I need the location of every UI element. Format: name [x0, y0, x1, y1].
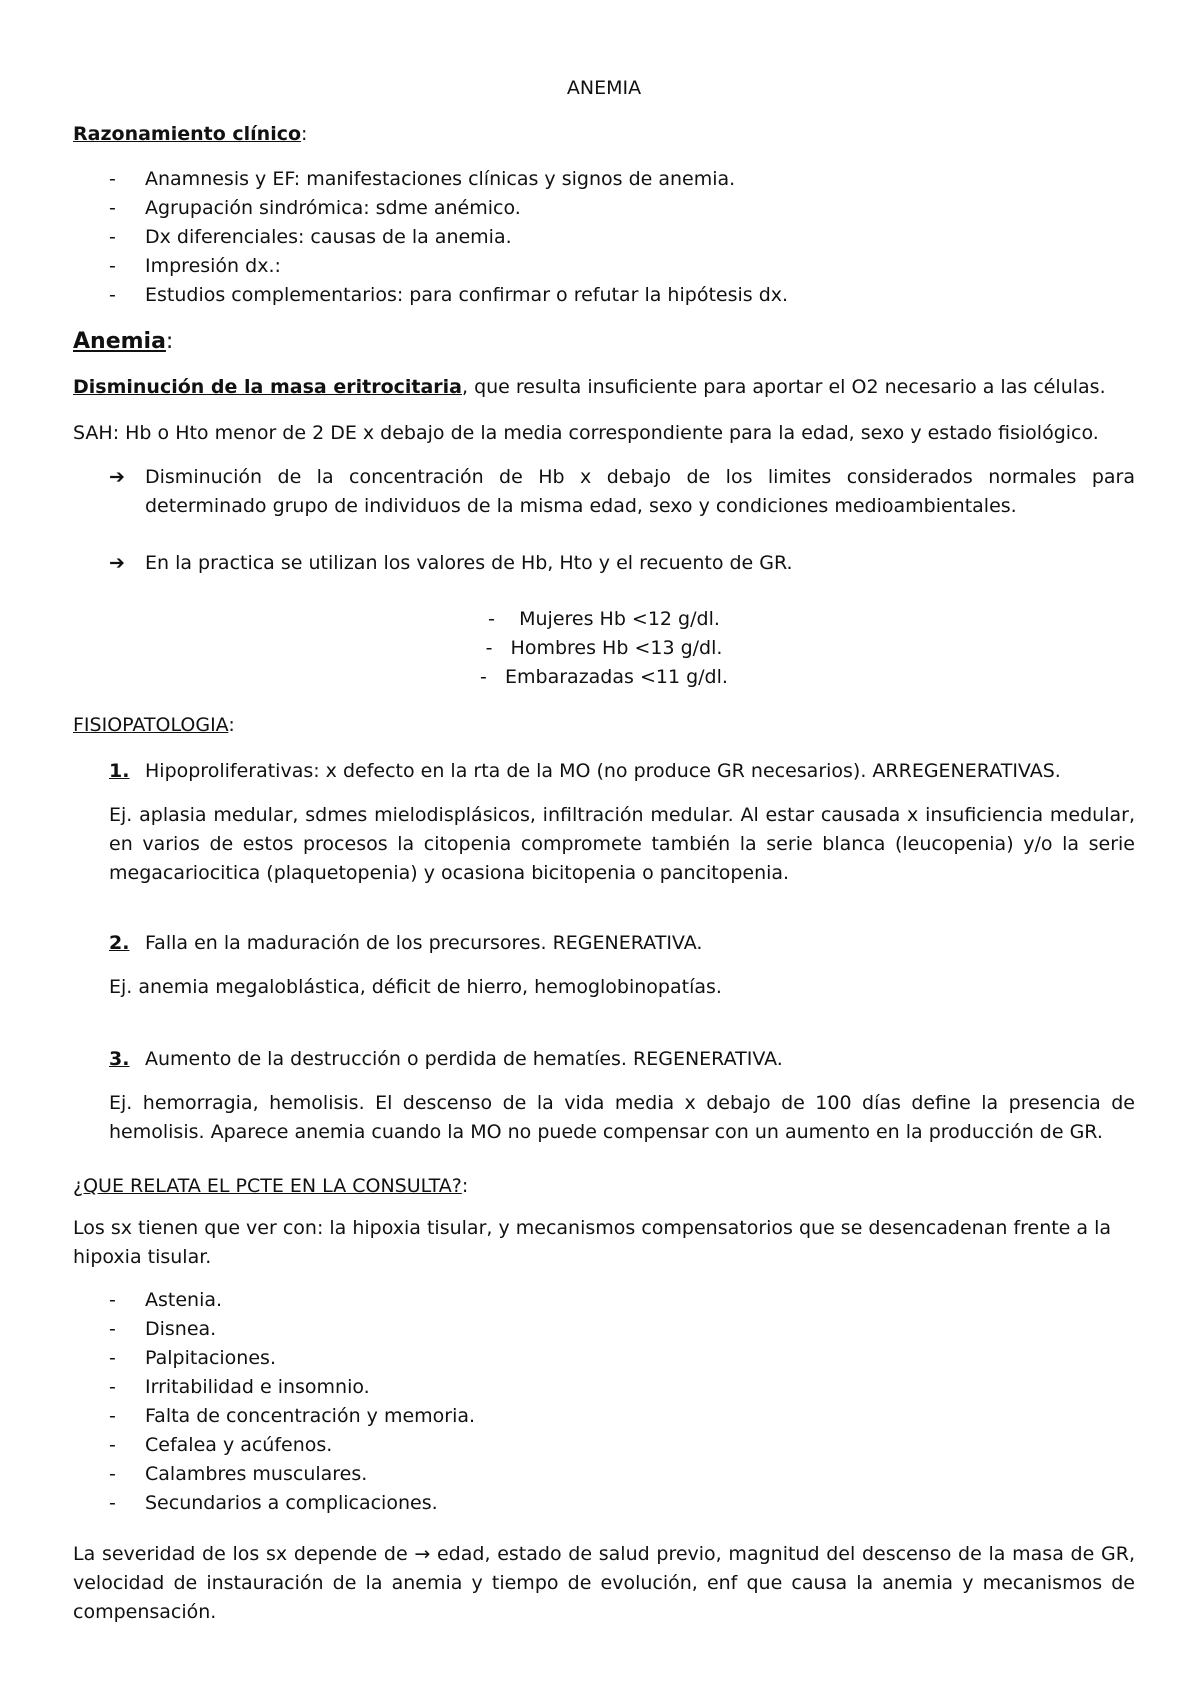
- item-text: Aumento de la destrucción o perdida de hematíes. REGENERATIVA.: [145, 1048, 783, 1070]
- item-text: Hipoproliferativas: x defecto en la rta de la MO (no produce GR necesarios). ARREGENERATIVAS.: [145, 760, 1061, 782]
- example-paragraph: Ej. aplasia medular, sdmes mielodisplásicos, infiltración medular. Al estar causada x insuficiencia medular, en varios de estos procesos la citopenia compromete también la serie blanca (leucopenia) y/o la serie megacariocitica (plaquetopenia) y ocasiona bicitopenia o pancitopenia.: [109, 804, 1135, 884]
- example-paragraph: Ej. anemia megaloblástica, déficit de hierro, hemoglobinopatías.: [109, 976, 722, 998]
- numbered-item: [73, 757, 1135, 786]
- list-item: - Estudios complementarios: para confirmar o refutar la hipótesis dx.: [73, 281, 1135, 310]
- arrow-icon: ➔: [109, 552, 125, 574]
- arrow-item-text: Disminución de la concentración de Hb x debajo de los limites considerados normales para determinado grupo de individuos de la misma edad, sexo y condiciones medioambientales.: [145, 466, 1135, 517]
- consulta-heading: [73, 1172, 468, 1201]
- list-item: - Dx diferenciales: causas de la anemia.: [73, 223, 1135, 252]
- arrow-item: [73, 463, 1135, 521]
- closing-paragraph: La severidad de los sx depende de → edad, estado de salud previo, magnitud del descenso de la masa de GR, velocidad de instauración de la anemia y tiempo de evolución, enf que causa la anemia y mecanismos de compensación.: [73, 1543, 1135, 1623]
- definition-bold: Disminución de la masa eritrocitaria: [73, 376, 462, 398]
- anemia-heading-text: Anemia: [73, 329, 166, 354]
- fisiopatologia-heading-suffix: :: [228, 714, 235, 736]
- numbered-item: [73, 929, 1135, 958]
- consulta-heading-text: ¿QUE RELATA EL PCTE EN LA CONSULTA?: [73, 1175, 462, 1197]
- list-item: - Irritabilidad e insomnio.: [73, 1373, 1135, 1402]
- numbered-item: [73, 1045, 1135, 1074]
- item-number: 3.: [109, 1048, 130, 1070]
- list-item: - Embarazadas <11 g/dl.: [480, 666, 728, 688]
- list-item: - Hombres Hb <13 g/dl.: [485, 637, 723, 659]
- item-text: Falla en la maduración de los precursores. REGENERATIVA.: [145, 932, 703, 954]
- fisiopatologia-heading-text: FISIOPATOLOGIA: [73, 714, 229, 736]
- list-item: - Cefalea y acúfenos.: [73, 1431, 1135, 1460]
- list-item: - Palpitaciones.: [73, 1344, 1135, 1373]
- arrow-item: [73, 549, 1135, 578]
- list-item: - Astenia.: [73, 1286, 1135, 1315]
- definition-rest: , que resulta insuficiente para aportar el O2 necesario a las células.: [462, 376, 1106, 398]
- symptoms-list: [73, 1286, 1135, 1518]
- page-title: ANEMIA: [566, 77, 642, 99]
- list-item: - Agrupación sindrómica: sdme anémico.: [73, 194, 1135, 223]
- example-paragraph: Ej. hemorragia, hemolisis. El descenso de la vida media x debajo de 100 días define la presencia de hemolisis. Aparece anemia cuando la MO no puede compensar con un aumento en la producción de GR.: [109, 1092, 1135, 1143]
- arrow-item-text: En la practica se utilizan los valores de Hb, Hto y el recuento de GR.: [145, 552, 793, 574]
- razonamiento-heading-suffix: :: [301, 123, 308, 145]
- list-item: - Mujeres Hb <12 g/dl.: [488, 608, 720, 630]
- hb-values-list: [73, 605, 1135, 692]
- consulta-heading-suffix: :: [461, 1175, 469, 1197]
- item-number: 2.: [109, 932, 130, 954]
- list-item: - Secundarios a complicaciones.: [73, 1489, 1135, 1518]
- list-item: - Calambres musculares.: [73, 1460, 1135, 1489]
- razonamiento-heading-text: Razonamiento clínico: [73, 123, 302, 145]
- list-item: - Impresión dx.:: [73, 252, 1135, 281]
- item-number: 1.: [109, 760, 130, 782]
- razonamiento-heading: [73, 120, 307, 149]
- sah-paragraph: SAH: Hb o Hto menor de 2 DE x debajo de la media correspondiente para la edad, sexo y estado fisiológico.: [73, 422, 1099, 444]
- arrow-icon: ➔: [109, 466, 125, 488]
- consulta-intro: Los sx tienen que ver con: la hipoxia tisular, y mecanismos compensatorios que se desencadenan frente a la hipoxia tisular.: [73, 1217, 1112, 1268]
- razonamiento-list: [73, 165, 1135, 310]
- anemia-definition: [73, 373, 1135, 402]
- list-item: - Disnea.: [73, 1315, 1135, 1344]
- anemia-heading: [73, 327, 173, 356]
- list-item: - Anamnesis y EF: manifestaciones clínicas y signos de anemia.: [73, 165, 1135, 194]
- anemia-heading-suffix: :: [165, 329, 174, 354]
- list-item: - Falta de concentración y memoria.: [73, 1402, 1135, 1431]
- fisiopatologia-heading: [73, 711, 235, 740]
